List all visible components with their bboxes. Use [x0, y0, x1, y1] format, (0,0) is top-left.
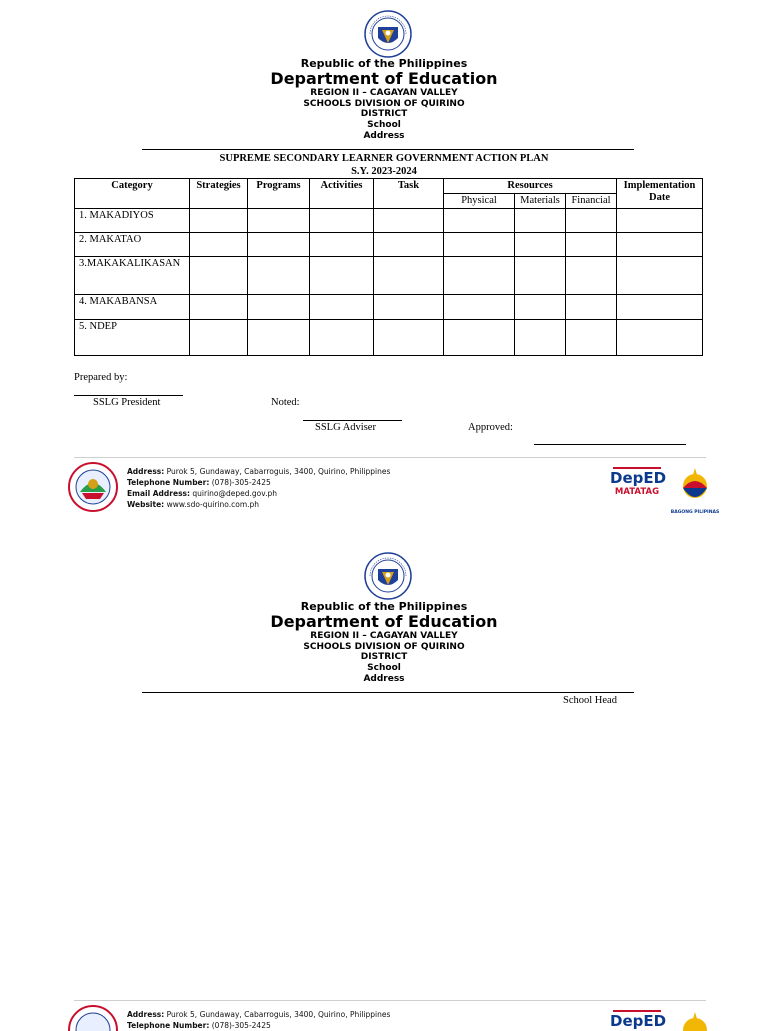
document-title — [0, 152, 768, 178]
header-programs: Programs — [248, 179, 310, 209]
adviser-signature-line — [303, 420, 402, 421]
footer-separator — [74, 1000, 706, 1001]
republic-line: Republic of the Philippines — [300, 57, 468, 70]
subheader-physical: Physical — [444, 194, 515, 209]
deped-matatag-logo — [610, 1010, 667, 1030]
row-category: 4. MAKABANSA — [75, 295, 190, 320]
region-line: REGION II – CAGAYAN VALLEY — [310, 88, 458, 98]
footer-contact — [127, 466, 390, 510]
header-rule — [142, 692, 634, 693]
table-row — [75, 233, 703, 257]
table-row — [75, 320, 703, 356]
footer-separator — [74, 457, 706, 458]
row-category: 3.MAKAKALIKASAN — [75, 257, 190, 295]
address-label: Address: — [127, 467, 165, 476]
header-strategies: Strategies — [190, 179, 248, 209]
footer-contact — [127, 1009, 391, 1030]
district-line: DISTRICT — [360, 109, 408, 120]
division-line: SCHOOLS DIVISION OF QUIRINO — [303, 98, 465, 109]
deped-seal-icon — [364, 552, 412, 600]
footer-address: Purok 5, Gundaway, Cabarroguis, 3400, Quirino, Philippines — [166, 1010, 391, 1019]
department-line: Department of Education — [270, 612, 498, 631]
president-label: SSLG President — [93, 397, 161, 408]
sdo-quirino-seal-icon — [68, 462, 118, 512]
approved-label: Approved: — [468, 422, 513, 433]
prepared-by-label: Prepared by: — [74, 372, 128, 383]
deped-wordmark: DepED — [610, 469, 667, 487]
matatag-wordmark: MATATAG — [614, 487, 660, 497]
division-line: SCHOOLS DIVISION OF QUIRINO — [303, 641, 465, 652]
school-head-label: School Head — [563, 695, 617, 706]
deped-matatag-logo — [610, 467, 667, 497]
school-line: School — [367, 120, 401, 131]
header-resources: Resources — [444, 179, 617, 194]
email-label: Email Address: — [127, 489, 191, 498]
footer-website: www.sdo-quirino.com.ph — [166, 500, 260, 509]
header-activities: Activities — [310, 179, 374, 209]
plan-title: SUPREME SECONDARY LEARNER GOVERNMENT ACTION PLAN — [219, 153, 549, 164]
school-line: School — [367, 663, 401, 674]
footer-email: quirino@deped.gov.ph — [192, 489, 278, 498]
header-task: Task — [374, 179, 444, 209]
district-line: DISTRICT — [360, 652, 408, 663]
republic-line: Republic of the Philippines — [300, 600, 468, 613]
footer-phone: (078)-305-2425 — [211, 478, 271, 487]
table-row — [75, 295, 703, 320]
bagong-pilipinas-text: BAGONG PILIPINAS — [670, 510, 720, 515]
sdo-quirino-seal-icon — [68, 1005, 118, 1024]
department-line: Department of Education — [270, 69, 498, 88]
address-line: Address — [363, 130, 405, 141]
website-label: Website: — [127, 500, 165, 509]
row-category: 1. MAKADIYOS — [75, 209, 190, 233]
row-category: 5. NDEP — [75, 320, 190, 356]
footer-phone: (078)-305-2425 — [211, 1021, 271, 1030]
president-signature-line — [74, 395, 183, 396]
school-year: S.Y. 2023-2024 — [351, 166, 417, 177]
bagong-pilipinas-logo — [670, 466, 720, 516]
header-rule — [142, 149, 634, 150]
deped-wordmark: DepED — [610, 1012, 667, 1030]
subheader-materials: Materials — [515, 194, 566, 209]
header-category: Category — [75, 179, 190, 209]
school-head-signature-line — [534, 444, 686, 445]
noted-label: Noted: — [271, 397, 300, 408]
address-label: Address: — [127, 1010, 165, 1019]
footer-address: Purok 5, Gundaway, Cabarroguis, 3400, Quirino, Philippines — [166, 467, 391, 476]
action-plan-table — [74, 178, 703, 356]
deped-seal-icon — [364, 10, 412, 58]
bagong-pilipinas-emblem-icon — [673, 1010, 717, 1024]
table-row — [75, 209, 703, 233]
bagong-pilipinas-emblem-icon — [673, 466, 717, 506]
region-line: REGION II – CAGAYAN VALLEY — [310, 631, 458, 641]
subheader-financial: Financial — [566, 194, 617, 209]
adviser-label: SSLG Adviser — [315, 422, 376, 433]
letterhead — [0, 57, 768, 142]
phone-label: Telephone Number: — [127, 1021, 210, 1030]
header-implementation-date: Implementation Date — [617, 179, 703, 209]
letterhead-page-2 — [0, 600, 768, 685]
address-line: Address — [363, 673, 405, 684]
table-row — [75, 257, 703, 295]
phone-label: Telephone Number: — [127, 478, 210, 487]
row-category: 2. MAKATAO — [75, 233, 190, 257]
